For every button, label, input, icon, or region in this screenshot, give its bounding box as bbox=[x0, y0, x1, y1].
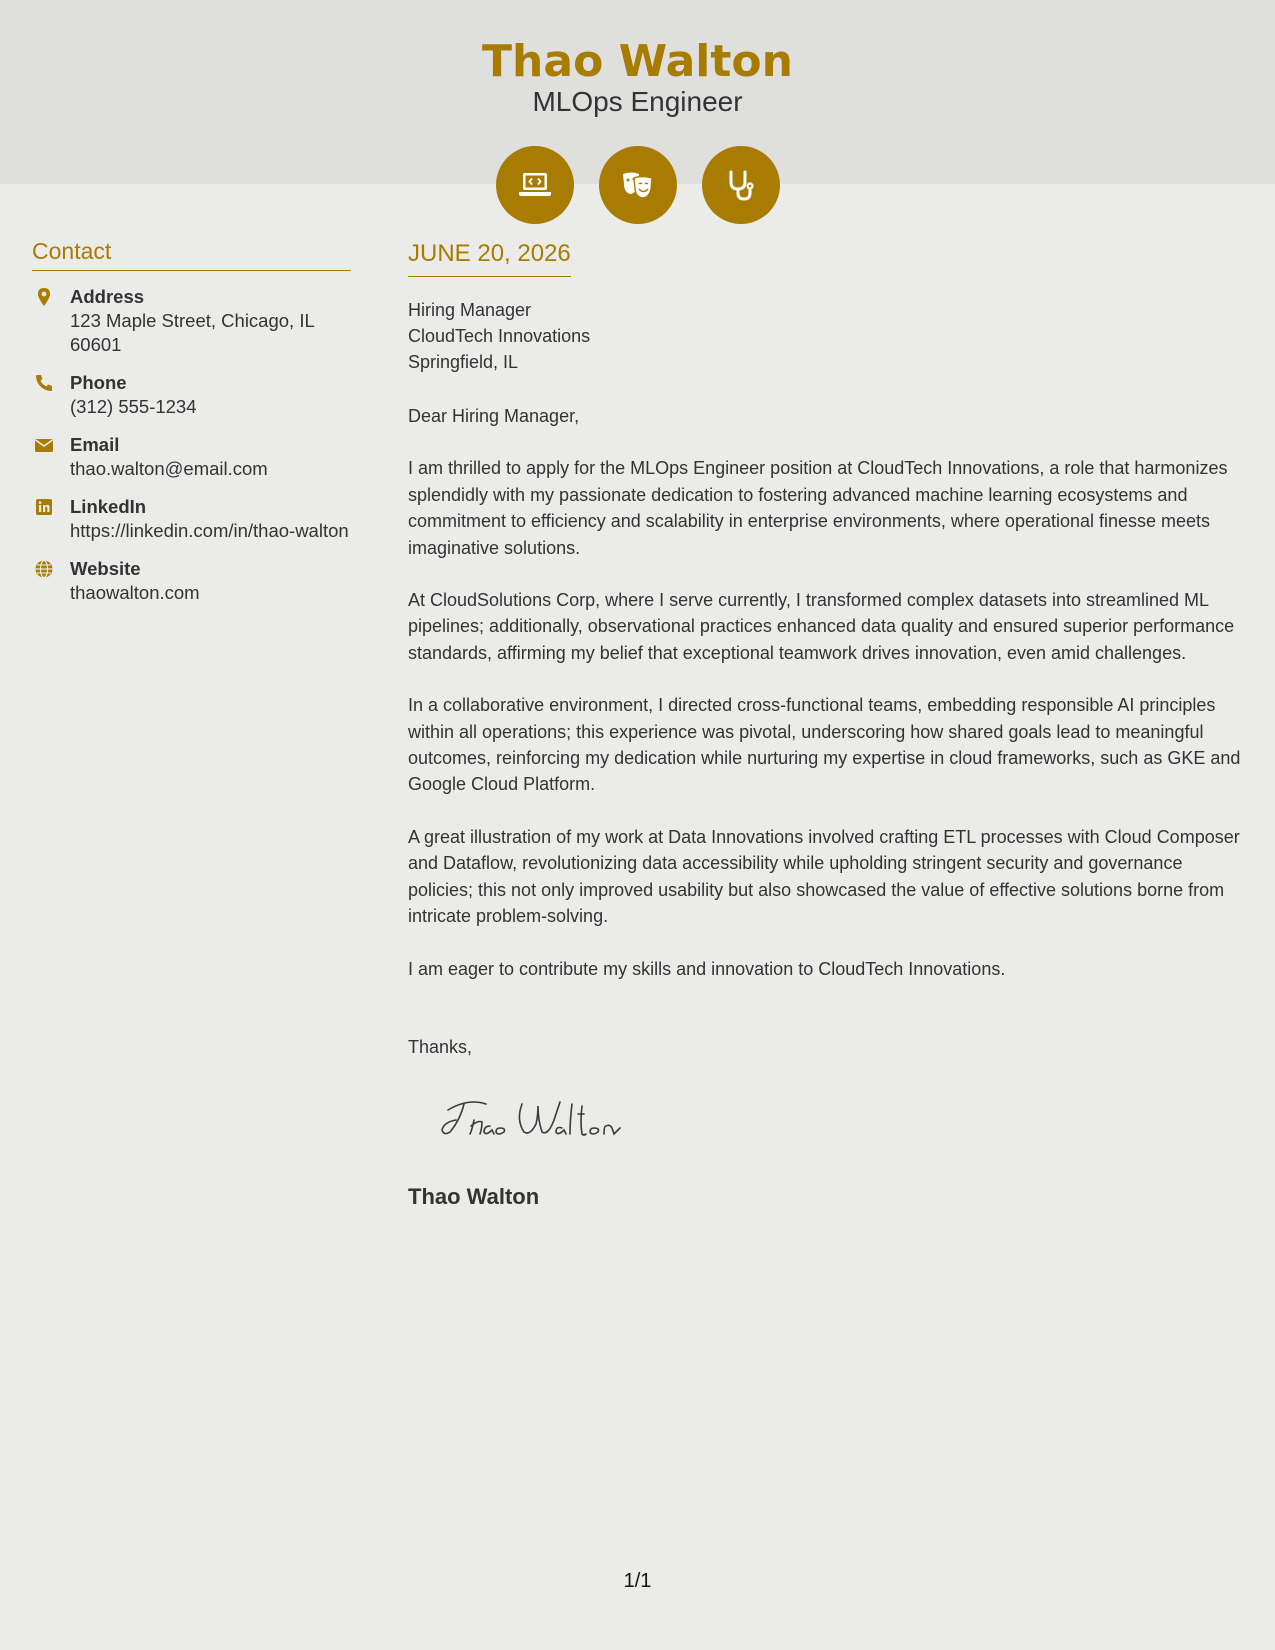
linkedin-icon bbox=[34, 497, 54, 517]
job-title: MLOps Engineer bbox=[532, 86, 743, 117]
letter-paragraph: I am thrilled to apply for the MLOps Engineer position at CloudTech Innovations, a role that harmonizes splendidly with my passionate dedication to fostering advanced machine learning ecosystems and commitment to efficiency and scalability in enterprise environments, where operational finesse meets imaginative solutions. bbox=[408, 458, 1228, 558]
phone-icon bbox=[34, 373, 54, 393]
email-label: Email bbox=[70, 434, 120, 455]
recipient-block bbox=[408, 297, 1248, 375]
letter-paragraph: I am eager to contribute my skills and innovation to CloudTech Innovations. bbox=[408, 958, 1006, 979]
contact-sidebar bbox=[32, 236, 351, 605]
signed-name: Thao Walton bbox=[408, 1183, 540, 1209]
contact-website bbox=[32, 557, 351, 605]
website-label: Website bbox=[70, 558, 141, 579]
laptop-code-icon bbox=[496, 146, 574, 224]
handwritten-signature bbox=[438, 1090, 638, 1150]
applicant-name: Thao Walton bbox=[482, 36, 793, 87]
linkedin-value: https://linkedin.com/in/thao-walton bbox=[70, 520, 349, 541]
globe-icon bbox=[34, 559, 54, 579]
theater-masks-icon bbox=[599, 146, 677, 224]
letter-paragraph: A great illustration of my work at Data Innovations involved crafting ETL processes with Cloud Composer and Dataflow, revolutionizing data accessibility while upholding stringent security and governance policies; this not only improved usability but also showcased the value of effective solutions borne from intricate problem-solving. bbox=[408, 826, 1240, 927]
contact-heading: Contact bbox=[32, 236, 351, 271]
contact-phone bbox=[32, 371, 351, 419]
map-marker-icon bbox=[34, 287, 54, 307]
envelope-icon bbox=[34, 435, 54, 455]
address-label: Address bbox=[70, 286, 145, 307]
recipient-title: Hiring Manager bbox=[408, 300, 532, 320]
letter-paragraph: In a collaborative environment, I directed cross-functional teams, embedding responsible AI principles within all operations; this experience was pivotal, underscoring how shared goals lead to meaningful outcomes, reinforcing my dedication while nurturing my expertise in cloud frameworks, such as GKE and Google Cloud Platform. bbox=[408, 695, 1241, 795]
cover-letter-body bbox=[408, 238, 1248, 1210]
contact-linkedin bbox=[32, 495, 351, 543]
address-value: 123 Maple Street, Chicago, IL 60601 bbox=[70, 310, 315, 355]
website-value: thaowalton.com bbox=[70, 582, 200, 603]
page-number: 1/1 bbox=[623, 1570, 652, 1592]
closing: Thanks, bbox=[408, 1036, 473, 1057]
recipient-location: Springfield, IL bbox=[408, 352, 519, 372]
linkedin-label: LinkedIn bbox=[70, 496, 147, 517]
letter-date: JUNE 20, 2026 bbox=[408, 238, 571, 277]
contact-email bbox=[32, 433, 351, 481]
letter-paragraph: At CloudSolutions Corp, where I serve currently, I transformed complex datasets into streamlined ML pipelines; additionally, observational practices enhanced data quality and ensured superior performance standards, affirming my belief that exceptional teamwork drives innovation, even amid challenges. bbox=[408, 590, 1235, 663]
recipient-company: CloudTech Innovations bbox=[408, 326, 591, 346]
stethoscope-icon bbox=[702, 146, 780, 224]
email-value: thao.walton@email.com bbox=[70, 458, 268, 479]
phone-label: Phone bbox=[70, 372, 127, 393]
salutation: Dear Hiring Manager, bbox=[408, 406, 580, 426]
contact-address bbox=[32, 285, 351, 357]
header-icon-row bbox=[0, 146, 1275, 224]
phone-value: (312) 555-1234 bbox=[70, 396, 197, 417]
